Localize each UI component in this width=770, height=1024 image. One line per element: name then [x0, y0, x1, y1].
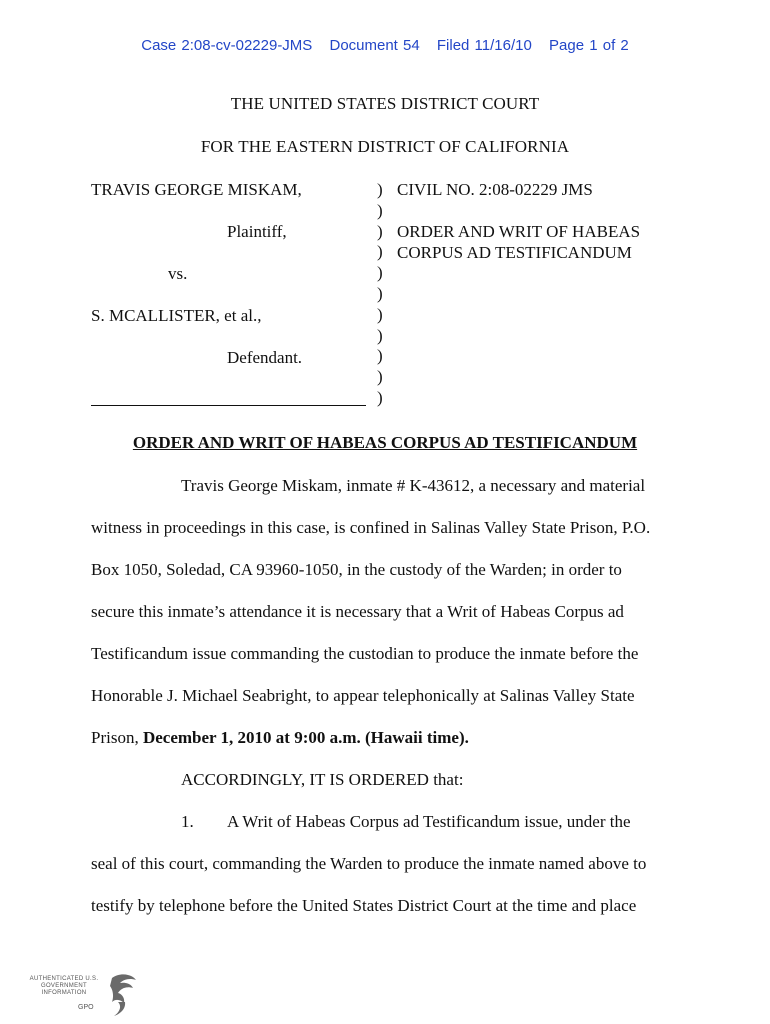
filing-stamp	[0, 37, 770, 54]
court-name: THE UNITED STATES DISTRICT COURT	[230, 94, 540, 113]
defendant-name: S. MCALLISTER, et al.,	[91, 306, 262, 325]
plaintiff-role: Plaintiff,	[227, 222, 287, 241]
ordered-clause: ACCORDINGLY, IT IS ORDERED that:	[181, 770, 464, 789]
paren: )	[377, 387, 383, 407]
paren: )	[377, 367, 383, 387]
body-line: testify by telephone before the United States District Court at the time and place	[91, 896, 637, 915]
civil-number: CIVIL NO. 2:08-02229 JMS	[397, 180, 593, 199]
body-line: secure this inmate’s attendance it is necessary that a Writ of Habeas Corpus ad	[91, 602, 624, 621]
gpo-authentication-logo	[20, 972, 140, 1018]
paren: )	[377, 263, 383, 283]
body-line: witness in proceedings in this case, is confined in Salinas Valley State Prison, P.O.	[91, 518, 651, 537]
defendant-role: Defendant.	[227, 348, 303, 367]
gpo-label: GPO	[78, 1004, 94, 1011]
body-line: seal of this court, commanding the Warden to produce the inmate named above to	[91, 854, 647, 873]
paren: )	[377, 200, 383, 220]
body-line-hearing-date	[91, 717, 691, 759]
item-text: A Writ of Habeas Corpus ad Testificandum issue, under the	[227, 812, 631, 831]
body-text: Prison,	[91, 728, 143, 747]
item-number: 1.	[181, 812, 194, 831]
document-title-line2: CORPUS AD TESTIFICANDUM	[397, 243, 632, 262]
paren: )	[377, 325, 383, 345]
case-number: Case 2:08-cv-02229-JMS	[141, 37, 313, 54]
order-title: ORDER AND WRIT OF HABEAS CORPUS AD TESTIFICANDUM	[132, 433, 638, 452]
caption-underline	[91, 405, 366, 406]
paren: )	[377, 346, 383, 366]
plaintiff-name: TRAVIS GEORGE MISKAM,	[91, 180, 302, 199]
document-number: Document 54	[329, 37, 420, 54]
gpo-eagle-icon	[106, 972, 140, 1018]
document-title-line1: ORDER AND WRIT OF HABEAS	[397, 222, 641, 241]
paren: )	[377, 242, 383, 262]
paren: )	[377, 304, 383, 324]
body-line: Travis George Miskam, inmate # K-43612, a necessary and material	[181, 476, 646, 495]
gpo-logo-text: AUTHENTICATED U.S. GOVERNMENT INFORMATION	[29, 976, 99, 996]
body-line: Honorable J. Michael Seabright, to appear telephonically at Salinas Valley State	[91, 686, 635, 705]
page-indicator: Page 1 of 2	[549, 37, 629, 54]
hearing-date: December 1, 2010 at 9:00 a.m. (Hawaii time).	[142, 728, 469, 747]
body-line: Box 1050, Soledad, CA 93960-1050, in the custody of the Warden; in order to	[91, 560, 622, 579]
numbered-item-1	[91, 801, 691, 843]
court-district: FOR THE EASTERN DISTRICT OF CALIFORNIA	[200, 137, 570, 156]
paren: )	[377, 221, 383, 241]
paren: )	[377, 283, 383, 303]
versus: vs.	[168, 264, 188, 283]
body-line: Testificandum issue commanding the custodian to produce the inmate before the	[91, 644, 639, 663]
order-body	[91, 465, 691, 927]
filed-date: Filed 11/16/10	[436, 37, 532, 54]
caption-parens	[377, 180, 383, 409]
paren: )	[377, 180, 383, 199]
